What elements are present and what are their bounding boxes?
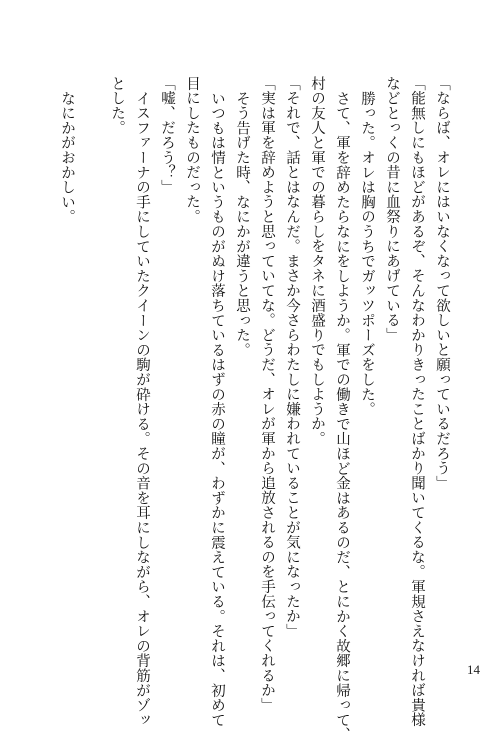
text-line: 「それで、話とはなんだ。まさか今さらわたしに嫌われていることが気になったか」 xyxy=(284,76,300,639)
text-line: いつもは情というものがぬけ落ちているはずの赤の瞳が、わずかに震えている。それは、初めて xyxy=(209,90,225,727)
blank-line xyxy=(79,76,104,636)
text-line: 「能無しにもほどがあるぞ、そんなわかりきったことばかり聞いてくるな。軍規さえなければ貴様 xyxy=(409,76,425,728)
text-line: 「実は軍を辞めようと思っていてな。どうだ、オレが軍から追放されるのを手伝ってくれるか」 xyxy=(259,76,275,713)
text-line: そう告げた時、なにかが違うと思った。 xyxy=(234,90,250,357)
text-line: イスファーナの手にしていたクイーンの駒が砕ける。その音を耳にしながら、オレの背筋がゾッ xyxy=(134,90,150,727)
text-line: なにかがおかしい。 xyxy=(59,90,75,224)
text-line: さて、軍を辞めたらなにをしようか。軍での働きで山ほど金はあるのだ、とにかく故郷に帰って、 xyxy=(334,90,350,742)
vertical-text-block xyxy=(59,76,454,742)
text-line: 村の友人と軍での暮らしをタネに酒盛りでもしようか。 xyxy=(309,76,325,446)
text-line: 勝った。オレは胸のうちでガッツポーズをした。 xyxy=(359,90,375,417)
text-line: などとっくの昔に血祭りにあげている」 xyxy=(384,76,400,343)
text-line: 「嘘、だろう？」 xyxy=(159,76,175,195)
text-line: 「ならば、オレにはいなくなって欲しいと願っているだろう」 xyxy=(434,76,450,491)
text-line: とした。 xyxy=(109,76,125,136)
page-number: 14 xyxy=(467,662,480,677)
text-line: 目にしたものだった。 xyxy=(184,76,200,224)
